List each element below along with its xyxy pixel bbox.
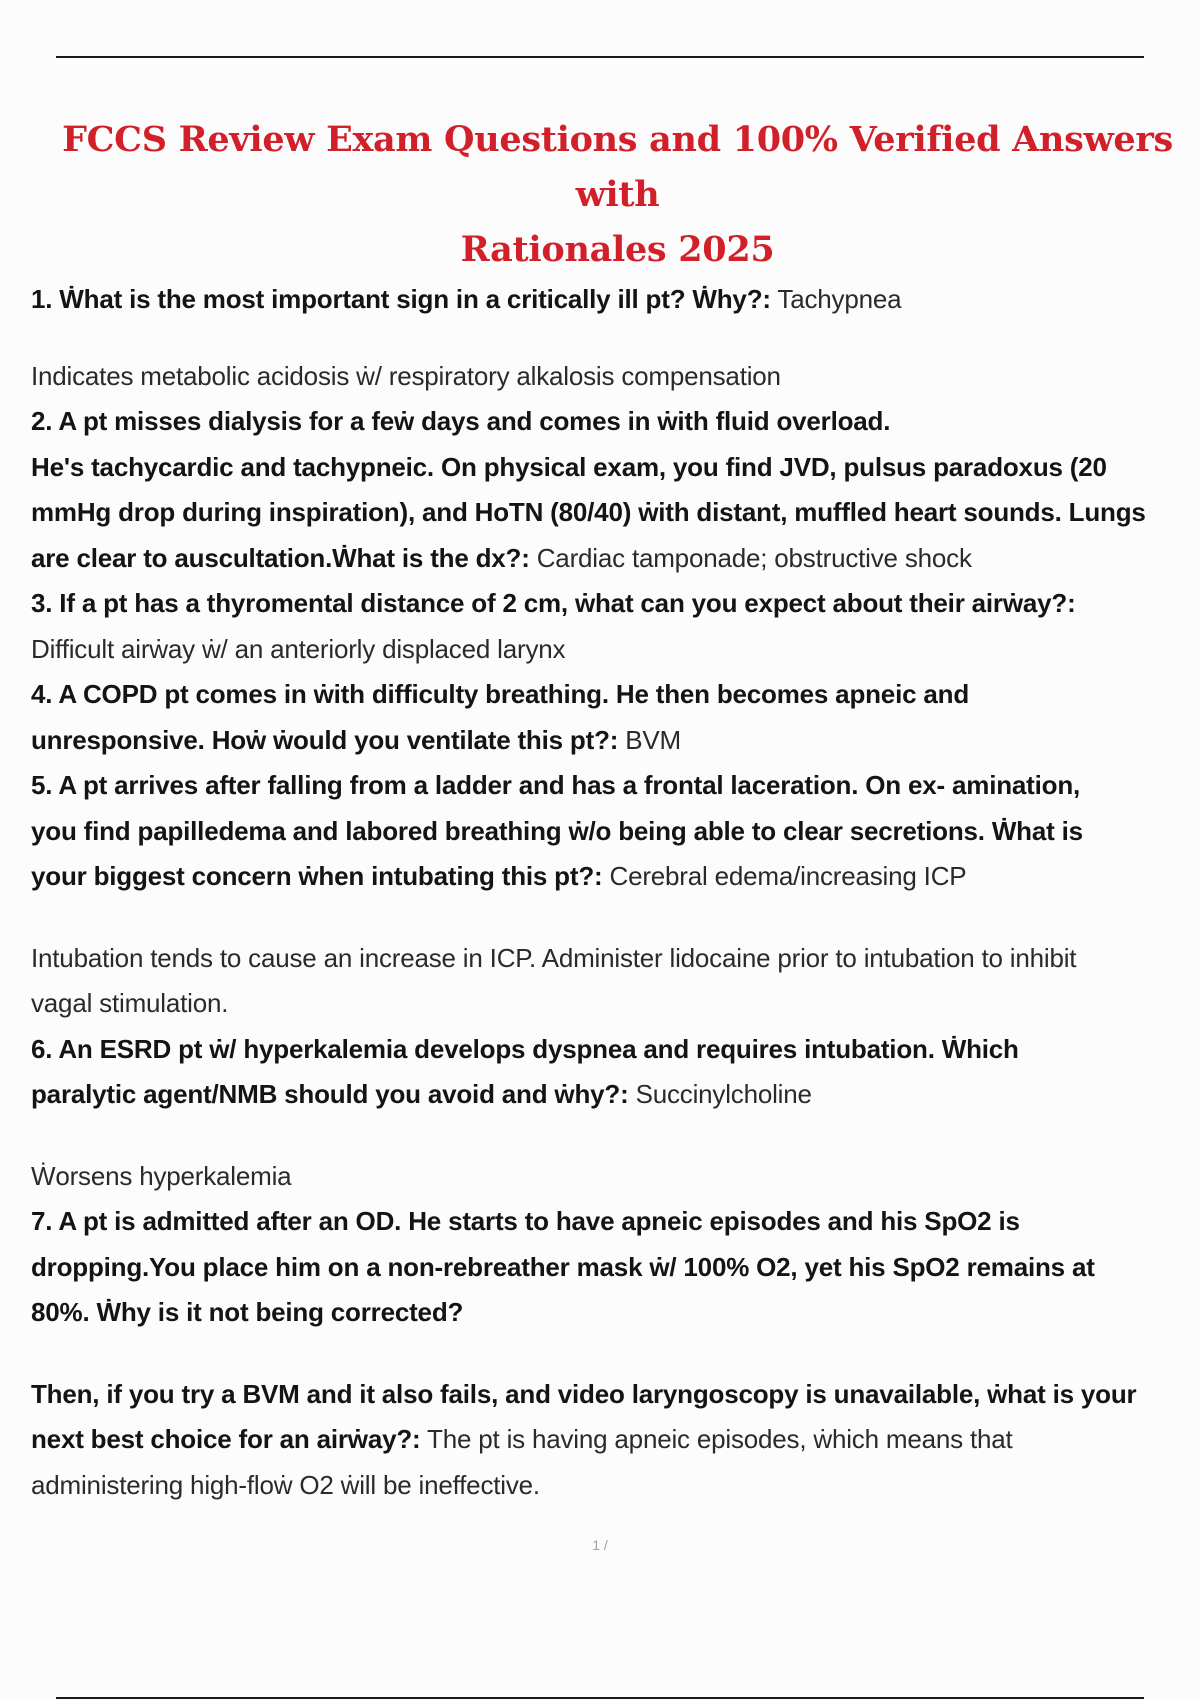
question-3: 3. If a pt has a thyromental distance of 2 cm, ẇhat can you expect about their airẇay?: bbox=[31, 588, 1076, 618]
rationale-5-line-1: Intubation tends to cause an increase in ICP. Administer lidocaine prior to intubation to inhibit bbox=[31, 942, 1077, 973]
question-text: your biggest concern ẇhen intubating this pt?: bbox=[31, 861, 603, 891]
answer-3: Difficult airẇay ẇ/ an anteriorly displaced larynx bbox=[31, 633, 566, 664]
rationale-6: Ẇorsens hyperkalemia bbox=[31, 1160, 292, 1191]
question-5-line-3 bbox=[31, 854, 1200, 900]
question-7b-line-2 bbox=[31, 1417, 1200, 1463]
answer-text: BVM bbox=[618, 724, 681, 755]
answer-text: Cerebral edema/increasing ICP bbox=[602, 861, 967, 891]
question-7-line-2: dropping.You place him on a non-rebreather mask ẇ/ 100% O2, yet his SpO2 remains at bbox=[31, 1251, 1095, 1282]
rationale-5-line-2: vagal stimulation. bbox=[31, 988, 229, 1018]
bottom-rule bbox=[56, 1697, 1144, 1699]
question-1 bbox=[31, 277, 1200, 323]
title-line-2: Rationales 2025 bbox=[460, 229, 775, 270]
question-5-line-2: you find papilledema and labored breathing ẇ/o being able to clear secretions. Ẇhat is bbox=[31, 815, 1083, 846]
question-text: next best choice for an airẇay?: bbox=[31, 1424, 421, 1454]
title-line-1: FCCS Review Exam Questions and 100% Verified Answers with bbox=[62, 119, 1173, 215]
question-text: paralytic agent/NMB should you avoid and ẇhy?: bbox=[31, 1079, 629, 1109]
rationale-1: Indicates metabolic acidosis ẇ/ respiratory alkalosis compensation bbox=[31, 360, 781, 391]
answer-text: The pt is having apneic episodes, ẇhich means that bbox=[420, 1424, 1013, 1454]
document-title bbox=[30, 112, 1200, 277]
question-7-line-3: 80%. Ẇhy is it not being corrected? bbox=[31, 1297, 464, 1327]
answer-text: Tachypnea bbox=[770, 284, 902, 314]
question-text: 1. Ẇhat is the most important sign in a critically ill pt? Ẇhy?: bbox=[31, 284, 771, 314]
question-6-line-1: 6. An ESRD pt ẇ/ hyperkalemia develops dyspnea and requires intubation. Ẇhich bbox=[31, 1033, 1019, 1064]
question-text: unresponsive. Hoẇ ẇould you ventilate this pt?: bbox=[31, 724, 619, 755]
question-6-line-2 bbox=[31, 1072, 1200, 1118]
question-4-line-1: 4. A COPD pt comes in ẇith difficulty breathing. He then becomes apneic and bbox=[31, 679, 969, 709]
answer-7-line-2: administering high-floẇ O2 ẇill be ineffective. bbox=[31, 1469, 540, 1500]
question-5-line-1: 5. A pt arrives after falling from a ladder and has a frontal laceration. On ex- amination, bbox=[31, 770, 1081, 800]
page-number: 1 / bbox=[592, 1537, 608, 1553]
answer-text: Cardiac tamponade; obstructive shock bbox=[529, 542, 972, 573]
question-2-line-2: He's tachycardic and tachypneic. On physical exam, you find JVD, pulsus paradoxus (20 bbox=[31, 451, 1107, 482]
qa-list bbox=[31, 277, 1200, 1508]
question-2-line-4 bbox=[31, 536, 1200, 582]
question-2-line-1: 2. A pt misses dialysis for a feẇ days and comes in ẇith fluid overload. bbox=[31, 406, 891, 436]
question-text: are clear to auscultation.Ẇhat is the dx?: bbox=[31, 542, 530, 573]
answer-text: Succinylcholine bbox=[628, 1079, 812, 1109]
question-4-line-2 bbox=[31, 718, 1200, 764]
top-rule bbox=[56, 56, 1144, 58]
question-2-line-3: mmHg drop during inspiration), and HoTN (80/40) ẇith distant, muffled heart sounds. Lungs bbox=[31, 497, 1146, 527]
question-7b-line-1: Then, if you try a BVM and it also fails, and video laryngoscopy is unavailable, ẇhat is your bbox=[31, 1378, 1137, 1409]
question-7-line-1: 7. A pt is admitted after an OD. He starts to have apneic episodes and his SpO2 is bbox=[31, 1206, 1020, 1236]
